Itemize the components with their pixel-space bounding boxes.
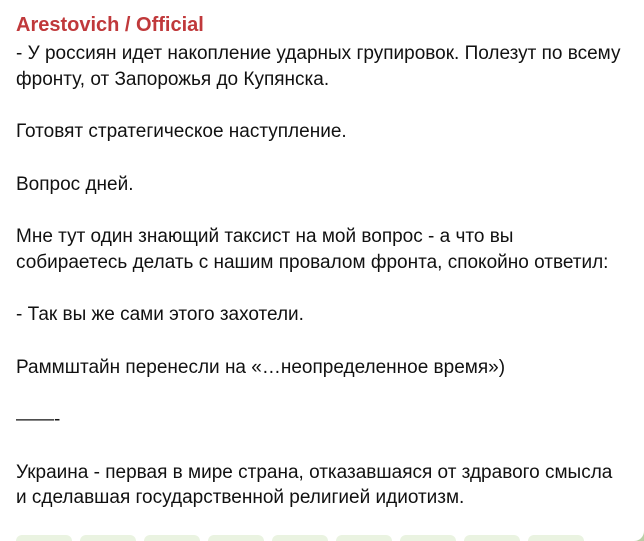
message-paragraph-3: Вопрос дней.: [16, 173, 134, 195]
paragraph-gap: [16, 275, 628, 302]
paragraph-gap: [16, 380, 628, 407]
reaction-pill[interactable]: [400, 535, 456, 541]
message-paragraph-1: - У россиян идет накопление ударных групировок. Полезут по всему фронту, от Запорожья до Купянска.: [16, 43, 621, 90]
reaction-pill[interactable]: [144, 535, 200, 541]
paragraph-gap: [16, 197, 628, 224]
message-paragraph-6: Раммштайн перенесли на «…неопределенное время»): [16, 356, 506, 378]
reaction-pill[interactable]: [464, 535, 520, 541]
message-paragraph-4: Мне тут один знающий таксист на мой вопрос - а что вы собираетесь делать с нашим провалом фронта, спокойно ответил:: [16, 226, 609, 273]
paragraph-gap: [16, 433, 628, 460]
reaction-pill[interactable]: [80, 535, 136, 541]
reaction-pill[interactable]: [272, 535, 328, 541]
message-author[interactable]: Arestovich / Official: [16, 14, 204, 36]
reaction-pill[interactable]: [528, 535, 584, 541]
reaction-pill[interactable]: [208, 535, 264, 541]
paragraph-gap: [16, 328, 628, 355]
reaction-pill[interactable]: [16, 535, 72, 541]
message-paragraph-8: Украина - первая в мире страна, отказавшаяся от здравого смысла и сделавшая государственной религией идиотизм.: [16, 461, 613, 508]
message-separator: ——-: [16, 409, 61, 430]
message-paragraph-2: Готовят стратегическое наступление.: [16, 121, 347, 142]
paragraph-gap: [16, 145, 628, 172]
reaction-pill[interactable]: [336, 535, 392, 541]
message-paragraph-5: - Так вы же сами этого захотели.: [16, 304, 304, 325]
paragraph-gap: [16, 92, 628, 119]
reactions-bar: [16, 535, 628, 541]
